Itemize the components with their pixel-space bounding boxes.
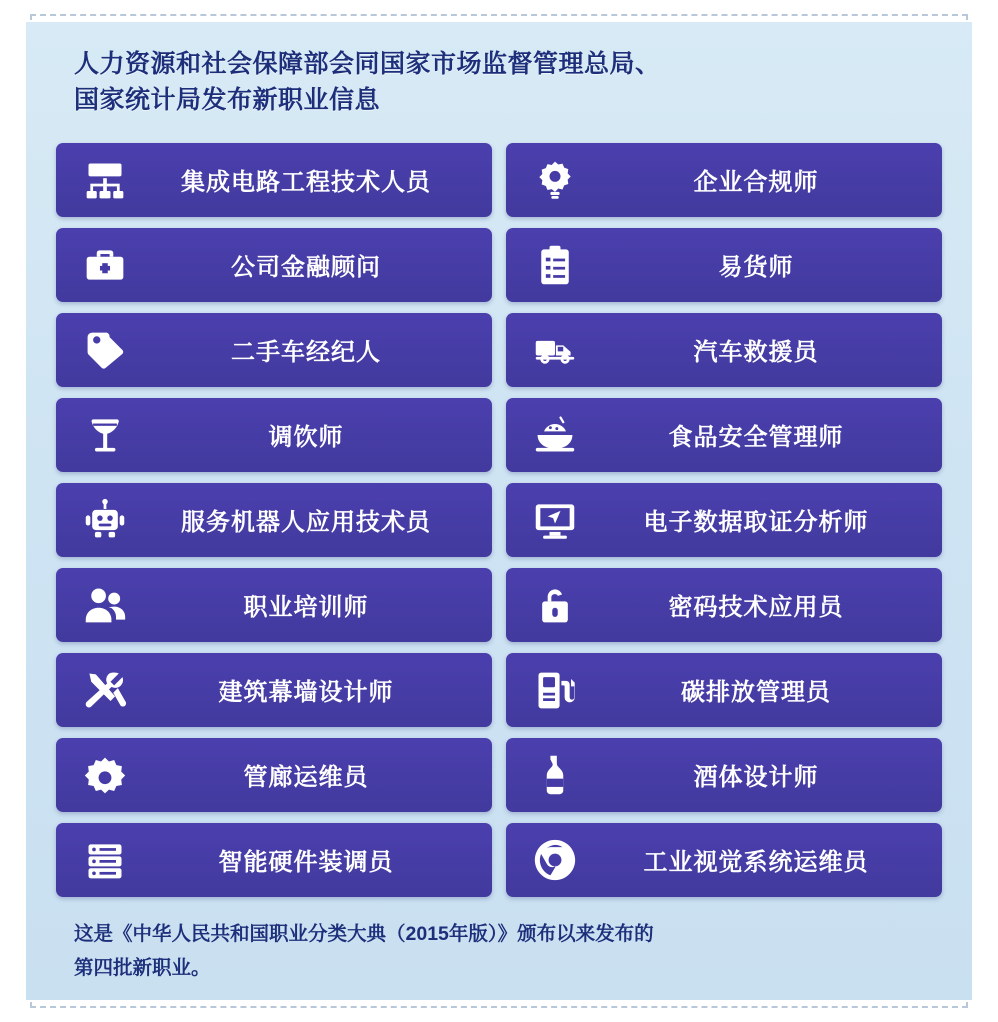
circuit-chip-icon <box>66 143 144 217</box>
occupation-label: 食品安全管理师 <box>668 424 844 451</box>
title-line-1: 人力资源和社会保障部会同国家市场监督管理总局、 <box>74 50 661 78</box>
fuel-pump-icon <box>516 653 594 727</box>
occupation-label: 管廊运维员 <box>243 764 369 791</box>
occupation-card[interactable] <box>506 568 942 642</box>
camera-lens-icon <box>516 823 594 897</box>
occupation-label: 电子数据取证分析师 <box>643 509 869 536</box>
unlock-icon <box>516 568 594 642</box>
occupation-card[interactable] <box>506 228 942 302</box>
occupation-card[interactable] <box>56 313 492 387</box>
occupation-label: 集成电路工程技术人员 <box>181 169 431 196</box>
people-group-icon <box>66 568 144 642</box>
occupation-label: 工业视觉系统运维员 <box>643 849 869 876</box>
occupation-label: 建筑幕墙设计师 <box>218 679 394 706</box>
tow-truck-icon <box>516 313 594 387</box>
gear-icon <box>66 738 144 812</box>
occupation-label: 智能硬件装调员 <box>218 849 394 876</box>
occupation-card[interactable] <box>506 483 942 557</box>
occupation-card[interactable] <box>506 823 942 897</box>
occupation-card[interactable] <box>56 568 492 642</box>
footnote <box>48 913 950 991</box>
occupation-label: 酒体设计师 <box>693 764 819 791</box>
title-line-2: 国家统计局发布新职业信息 <box>74 86 381 115</box>
briefcase-icon <box>66 228 144 302</box>
occupation-label: 服务机器人应用技术员 <box>181 509 431 536</box>
occupation-card[interactable] <box>56 228 492 302</box>
occupation-label: 职业培训师 <box>243 594 369 621</box>
page-title <box>48 40 950 129</box>
server-rack-icon <box>66 823 144 897</box>
cocktail-glass-icon <box>66 398 144 472</box>
occupation-card[interactable] <box>56 823 492 897</box>
occupation-card[interactable] <box>506 653 942 727</box>
occupation-card[interactable] <box>506 313 942 387</box>
wrench-screwdriver-icon <box>66 653 144 727</box>
occupation-card[interactable] <box>506 143 942 217</box>
occupation-label: 企业合规师 <box>693 169 819 196</box>
occupation-label: 公司金融顾问 <box>231 254 381 281</box>
footnote-line-2: 第四批新职业。 <box>74 956 211 979</box>
occupation-card[interactable] <box>56 143 492 217</box>
robot-icon <box>66 483 144 557</box>
bottle-icon <box>516 738 594 812</box>
clipboard-list-icon <box>516 228 594 302</box>
occupation-label: 二手车经纪人 <box>231 339 381 366</box>
occupation-grid <box>48 143 950 897</box>
gear-bulb-icon <box>516 143 594 217</box>
occupation-label: 调饮师 <box>268 424 344 451</box>
occupation-card[interactable] <box>56 483 492 557</box>
poster-panel <box>26 22 972 1000</box>
occupation-label: 易货师 <box>718 254 794 281</box>
occupation-card[interactable] <box>56 398 492 472</box>
occupation-label: 汽车救援员 <box>693 339 819 366</box>
occupation-card[interactable] <box>506 398 942 472</box>
footnote-line-1: 这是《中华人民共和国职业分类大典（2015年版）》颁布以来发布的 <box>74 922 654 945</box>
occupation-card[interactable] <box>56 653 492 727</box>
monitor-cursor-icon <box>516 483 594 557</box>
occupation-label: 密码技术应用员 <box>668 594 844 621</box>
food-bowl-icon <box>516 398 594 472</box>
occupation-card[interactable] <box>506 738 942 812</box>
occupation-card[interactable] <box>56 738 492 812</box>
occupation-label: 碳排放管理员 <box>681 679 831 706</box>
price-tag-icon <box>66 313 144 387</box>
